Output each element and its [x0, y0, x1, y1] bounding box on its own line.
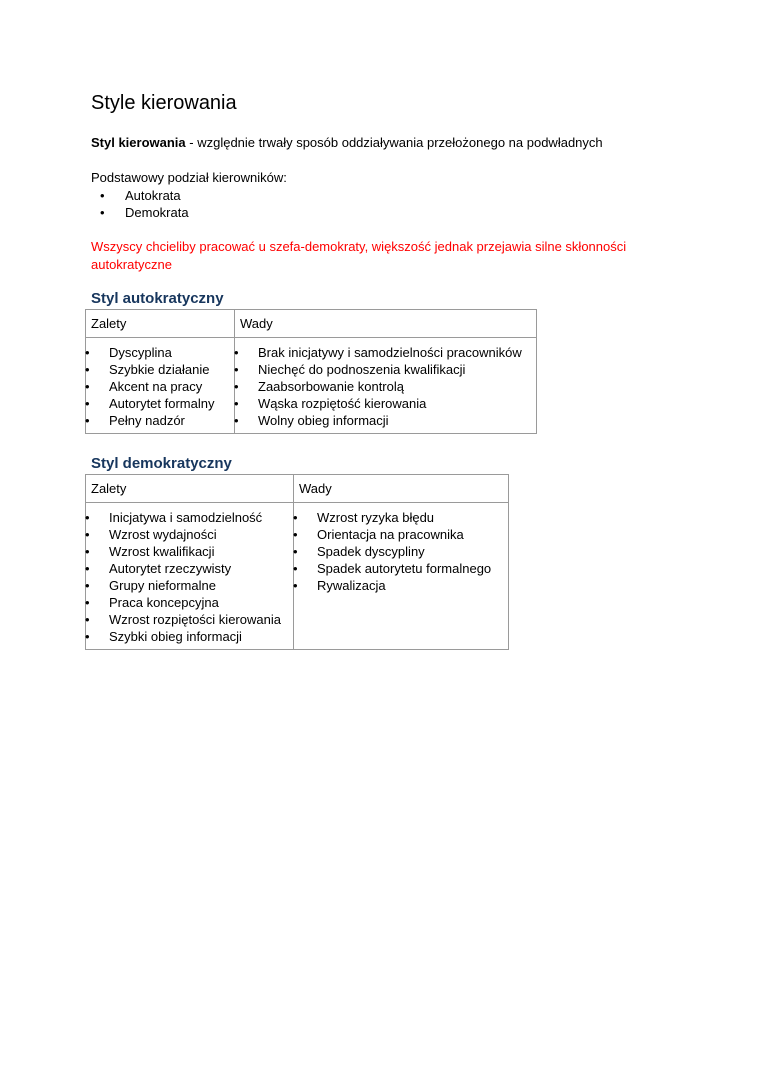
pros-cell [86, 503, 294, 650]
list-item: • Autorytet rzeczywisty [86, 560, 293, 577]
list-item: • Rywalizacja [294, 577, 508, 594]
manager-types-list [91, 187, 189, 221]
list-item: • Akcent na pracy [86, 378, 234, 395]
list-item: • Wzrost rozpiętości kierowania [86, 611, 293, 628]
page-title: Style kierowania [91, 92, 237, 114]
list-item: • Szybkie działanie [86, 361, 234, 378]
autocratic-table [85, 309, 537, 434]
list-item: • Orientacja na pracownika [294, 526, 508, 543]
list-item: • Spadek autorytetu formalnego [294, 560, 508, 577]
definition-text: - względnie trwały sposób oddziaływania przełożonego na podwładnych [185, 135, 603, 150]
list-item: • Wzrost wydajności [86, 526, 293, 543]
cons-cell [235, 338, 537, 434]
list-item: • Grupy nieformalne [86, 577, 293, 594]
column-header-pros: Zalety [86, 475, 294, 503]
list-item: • Wolny obieg informacji [235, 412, 536, 429]
column-header-cons: Wady [235, 310, 537, 338]
cons-cell [294, 503, 509, 650]
list-item: • Pełny nadzór [86, 412, 234, 429]
pros-list [86, 338, 234, 433]
definition-term: Styl kierowania [91, 135, 186, 150]
intro-text: Podstawowy podział kierowników: [91, 170, 287, 185]
list-item: • Niechęć do podnoszenia kwalifikacji [235, 361, 536, 378]
cons-list [235, 338, 536, 433]
column-header-pros: Zalety [86, 310, 235, 338]
list-item: • Dyscyplina [86, 344, 234, 361]
list-item: • Spadek dyscypliny [294, 543, 508, 560]
list-item: • Autorytet formalny [86, 395, 234, 412]
section-heading-autocratic: Styl autokratyczny [91, 290, 224, 307]
highlight-note: Wszyscy chcieliby pracować u szefa-demokraty, większość jednak przejawia silne skłonności autokratyczne [91, 239, 627, 272]
list-item: • Wzrost kwalifikacji [86, 543, 293, 560]
section-heading-democratic: Styl demokratyczny [91, 455, 232, 472]
list-item: • Szybki obieg informacji [86, 628, 293, 645]
list-item: • Wąska rozpiętość kierowania [235, 395, 536, 412]
list-item: • Praca koncepcyjna [86, 594, 293, 611]
list-item: • Wzrost ryzyka błędu [294, 509, 508, 526]
list-item: • Demokrata [91, 204, 189, 221]
democratic-table [85, 474, 509, 650]
list-item: • Zaabsorbowanie kontrolą [235, 378, 536, 395]
definition [91, 135, 603, 150]
column-header-cons: Wady [294, 475, 509, 503]
cons-list [294, 503, 508, 598]
list-item: • Brak inicjatywy i samodzielności pracowników [235, 344, 536, 361]
pros-list [86, 503, 293, 649]
list-item: • Inicjatywa i samodzielność [86, 509, 293, 526]
pros-cell [86, 338, 235, 434]
list-item: • Autokrata [91, 187, 189, 204]
